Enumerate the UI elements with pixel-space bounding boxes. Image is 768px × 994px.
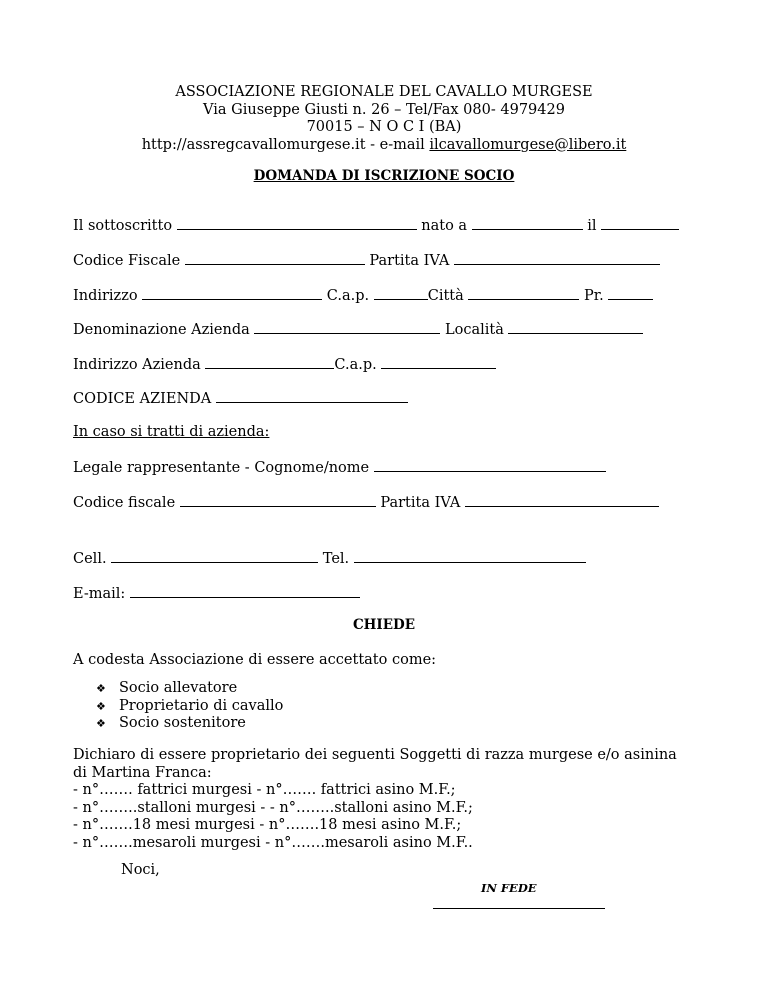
label-indirizzo: Indirizzo bbox=[73, 288, 138, 304]
label-nato-a: nato a bbox=[421, 218, 468, 234]
diamond-bullet-icon: ❖ bbox=[96, 682, 106, 695]
option-socio-sostenitore[interactable] bbox=[96, 715, 283, 733]
option-socio-allevatore[interactable] bbox=[96, 680, 283, 698]
field-denominazione-azienda[interactable] bbox=[254, 320, 440, 334]
declaration-line: di Martina Franca: bbox=[73, 764, 212, 781]
label-localita: Località bbox=[445, 322, 504, 338]
declaration-line: Dichiaro di essere proprietario dei seguenti Soggetti di razza murgese e/o asinina bbox=[73, 747, 677, 763]
label-email: E-mail: bbox=[73, 586, 126, 602]
field-localita[interactable] bbox=[508, 320, 643, 334]
row-email bbox=[73, 584, 360, 603]
org-address: Via Giuseppe Giusti n. 26 – Tel/Fax 080- 4979429 bbox=[203, 101, 565, 118]
declaration-line: - n°……. fattrici murgesi - n°……. fattrici asino M.F.; bbox=[73, 782, 456, 798]
option-label: Proprietario di cavallo bbox=[119, 697, 284, 714]
label-codice-azienda: CODICE AZIENDA bbox=[73, 391, 212, 407]
option-label: Socio allevatore bbox=[119, 680, 238, 696]
row-denominazione bbox=[73, 320, 643, 339]
org-name: ASSOCIAZIONE REGIONALE DEL CAVALLO MURGESE bbox=[175, 84, 593, 100]
org-city: 70015 – N O C I (BA) bbox=[306, 119, 462, 135]
field-tel[interactable] bbox=[354, 549, 586, 563]
row-sottoscritto bbox=[73, 216, 679, 235]
field-cap-azienda[interactable] bbox=[381, 355, 496, 369]
declaration-paragraph bbox=[73, 747, 677, 852]
row-codice-azienda bbox=[73, 389, 408, 408]
place-label: Noci, bbox=[121, 862, 160, 878]
section-chiede: CHIEDE bbox=[352, 617, 416, 633]
label-sottoscritto: Il sottoscritto bbox=[73, 218, 173, 234]
label-denominazione-azienda: Denominazione Azienda bbox=[73, 322, 250, 338]
intro-text: A codesta Associazione di essere accettato come: bbox=[73, 652, 437, 668]
field-provincia[interactable] bbox=[608, 286, 653, 300]
field-cap[interactable] bbox=[374, 286, 428, 300]
membership-options bbox=[96, 680, 283, 733]
diamond-bullet-icon: ❖ bbox=[96, 717, 106, 730]
in-fede-label: IN FEDE bbox=[481, 881, 537, 895]
field-codice-azienda[interactable] bbox=[216, 389, 408, 403]
row-codice-fiscale-azienda bbox=[73, 493, 659, 512]
document-title: DOMANDA DI ISCRIZIONE SOCIO bbox=[253, 168, 515, 184]
label-partita-iva-azienda: Partita IVA bbox=[380, 495, 461, 511]
field-partita-iva-azienda[interactable] bbox=[465, 493, 659, 507]
row-contatti bbox=[73, 549, 586, 568]
org-contacts bbox=[0, 137, 768, 155]
label-partita-iva: Partita IVA bbox=[369, 253, 450, 269]
azienda-section-label: In caso si tratti di azienda: bbox=[73, 424, 270, 440]
label-cell: Cell. bbox=[73, 551, 107, 567]
org-email: ilcavallomurgese@libero.it bbox=[429, 136, 627, 153]
diamond-bullet-icon: ❖ bbox=[96, 699, 106, 713]
label-codice-fiscale-azienda: Codice fiscale bbox=[73, 495, 176, 511]
letterhead bbox=[0, 84, 768, 154]
label-pr: Pr. bbox=[584, 288, 604, 304]
field-name[interactable] bbox=[177, 216, 417, 230]
label-il: il bbox=[587, 218, 597, 234]
field-email[interactable] bbox=[130, 584, 360, 598]
field-birthdate[interactable] bbox=[601, 216, 679, 230]
row-indirizzo bbox=[73, 286, 653, 305]
field-codice-fiscale-azienda[interactable] bbox=[180, 493, 376, 507]
field-indirizzo-azienda[interactable] bbox=[205, 355, 334, 369]
label-cap-azienda: C.a.p. bbox=[334, 357, 377, 373]
field-legale-rappresentante[interactable] bbox=[374, 458, 606, 472]
label-tel: Tel. bbox=[322, 551, 350, 567]
label-indirizzo-azienda: Indirizzo Azienda bbox=[73, 357, 201, 373]
field-cell[interactable] bbox=[111, 549, 318, 563]
field-birthplace[interactable] bbox=[472, 216, 583, 230]
field-partita-iva[interactable] bbox=[454, 251, 660, 265]
label-citta: Città bbox=[427, 288, 464, 304]
field-indirizzo[interactable] bbox=[142, 286, 322, 300]
row-indirizzo-azienda bbox=[73, 355, 496, 374]
org-website: http://assregcavallomurgese.it - e-mail bbox=[141, 136, 430, 153]
declaration-line: - n°…….mesaroli murgesi - n°…….mesaroli asino M.F.. bbox=[73, 834, 473, 851]
option-label: Socio sostenitore bbox=[119, 715, 246, 731]
field-codice-fiscale[interactable] bbox=[185, 251, 365, 265]
row-codice-fiscale bbox=[73, 251, 660, 270]
label-cap: C.a.p. bbox=[326, 288, 370, 304]
option-proprietario[interactable] bbox=[96, 698, 283, 716]
label-codice-fiscale: Codice Fiscale bbox=[73, 253, 181, 269]
row-legale-rappresentante bbox=[73, 458, 606, 477]
declaration-line: - n°…….18 mesi murgesi - n°…….18 mesi asino M.F.; bbox=[73, 817, 462, 833]
field-citta[interactable] bbox=[468, 286, 579, 300]
declaration-line: - n°……..stalloni murgesi - - n°……..stalloni asino M.F.; bbox=[73, 799, 473, 816]
label-legale-rappresentante: Legale rappresentante - Cognome/nome bbox=[73, 460, 370, 476]
signature-field[interactable] bbox=[433, 908, 605, 909]
